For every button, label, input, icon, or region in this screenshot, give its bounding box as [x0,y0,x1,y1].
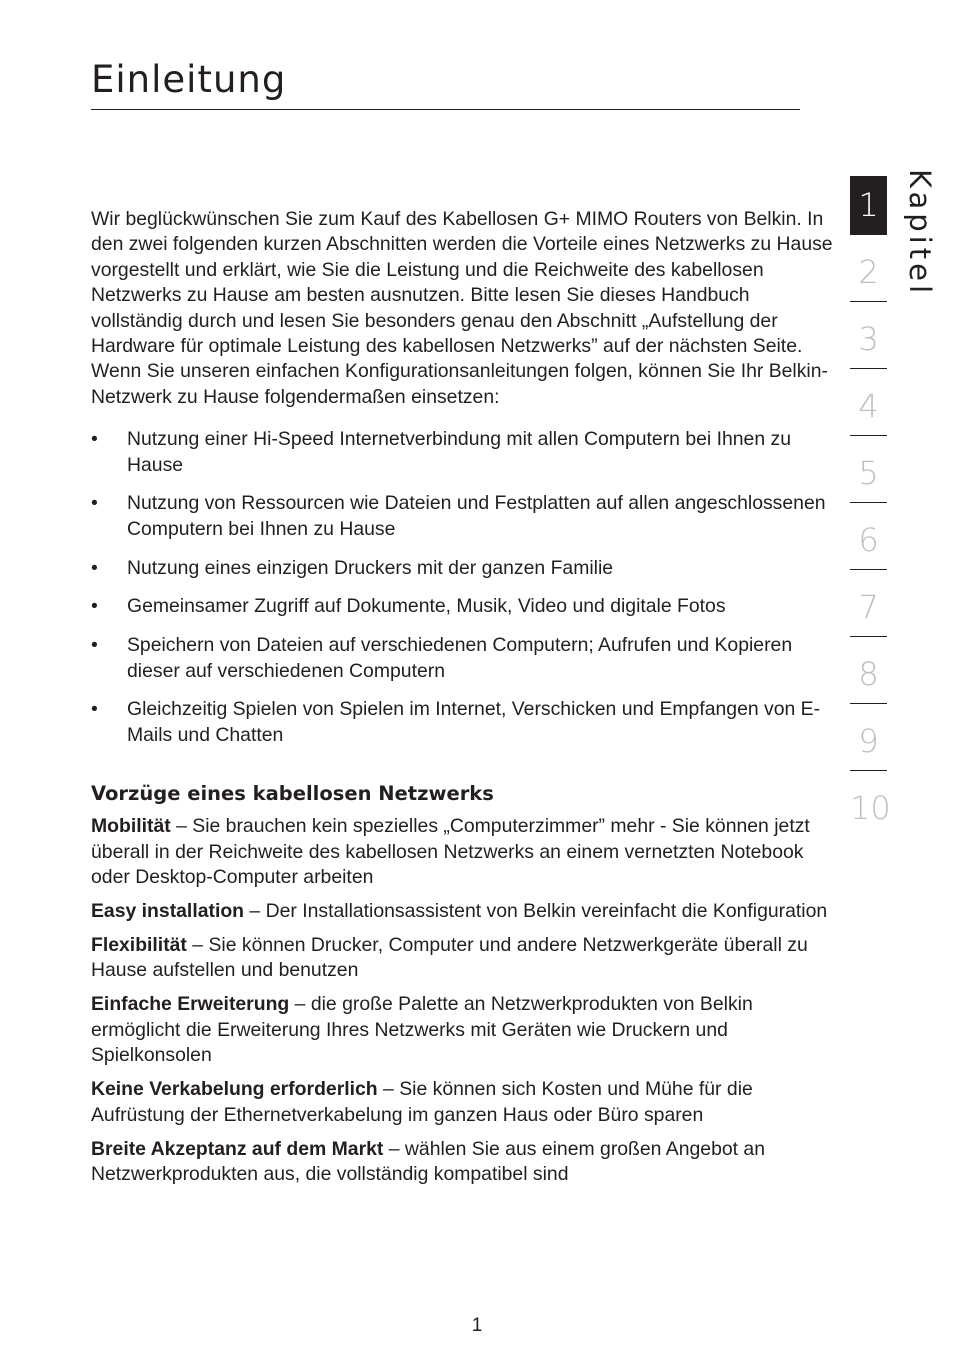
benefit-flexibility [91,933,836,984]
bullet-icon: • [91,492,98,515]
benefit-text: – die große Palette an Netzwerkprodukten von Belkin ermöglicht die Erweiterung Ihres Netzwerks mit Geräten wie Druckern und Spielkonsolen [91,993,753,1067]
benefit-easy-installation [91,899,836,924]
benefit-term: Keine Verkabelung erforderlich [91,1078,378,1101]
feature-list [91,427,836,748]
benefit-term: Breite Akzeptanz auf dem Markt [91,1137,384,1160]
chapter-10-tab: 10 [850,789,891,827]
list-item [91,633,836,684]
list-item-text: Speichern von Dateien auf verschiedenen Computern; Aufrufen und Kopieren dieser auf verschiedenen Computern [127,634,793,682]
benefit-expansion [91,992,836,1068]
intro-paragraph: Wir beglückwünschen Sie zum Kauf des Kabellosen G+ MIMO Routers von Belkin. In den zwei folgenden kurzen Abschnitten werden die Vorteile eines Netzwerks zu Hause vorgestellt und erklärt, wie Sie die Leistung und die Reichweite des kabellosen Netzwerks zu Hause am besten ausnutzen. Bitte lesen Sie dieses Handbuch vollständig durch und lesen Sie besonders genau den Abschnitt „Aufstellung der Hardware für optimale Leistung des kabellosen Netzwerks” auf der nächsten Seite. Wenn Sie unseren einfachen Konfigurationsanleitungen folgen, können Sie Ihr Belkin-Netzwerk zu Hause folgendermaßen einsetzen: [91,208,833,408]
chapter-8-tab: 8 [850,645,887,704]
chapter-7-tab: 7 [850,578,887,637]
benefit-term: Flexibilität [91,934,187,957]
list-item-text: Nutzung einer Hi-Speed Internetverbindung mit allen Computern bei Ihnen zu Hause [127,428,791,476]
bullet-icon: • [91,698,98,721]
chapter-4-tab: 4 [850,377,887,436]
bullet-icon: • [91,634,98,657]
benefit-market-acceptance [91,1137,836,1188]
list-item-text: Nutzung eines einzigen Druckers mit der ganzen Familie [127,556,614,579]
benefit-text: – Sie brauchen kein spezielles „Computerzimmer” mehr - Sie können jetzt überall in der Reichweite des kabellosen Netzwerks an einem vernetzten Notebook oder Desktop-Computer arbeiten [91,815,810,889]
benefit-term: Easy installation [91,900,245,923]
list-item [91,594,836,619]
benefit-mobility [91,814,836,890]
benefit-term: Einfache Erweiterung [91,993,290,1016]
list-item [91,697,836,748]
benefit-text: – Sie können Drucker, Computer und andere Netzwerkgeräte überall zu Hause aufstellen und benutzen [91,934,808,982]
bullet-icon: • [91,556,98,579]
list-item-text: Nutzung von Ressourcen wie Dateien und Festplatten auf allen angeschlossenen Computern bei Ihnen zu Hause [127,492,826,540]
benefit-term: Mobilität [91,815,171,838]
chapter-tab-label: Kapitel [903,169,937,298]
main-content [91,207,836,1196]
list-item [91,491,836,542]
list-item-text: Gleichzeitig Spielen von Spielen im Internet, Verschicken und Empfangen von E-Mails und Chatten [127,698,821,746]
page-title: Einleitung [91,58,287,101]
list-item-text: Gemeinsamer Zugriff auf Dokumente, Musik, Video und digitale Fotos [127,595,726,618]
chapter-index [850,176,891,845]
benefit-text: – Sie können sich Kosten und Mühe für die Aufrüstung der Ethernetverkabelung im ganzen Haus oder Büro sparen [91,1078,753,1126]
section-heading: Vorzüge eines kabellosen Netzwerks [91,782,494,806]
list-item [91,427,836,478]
chapter-2-tab: 2 [850,243,887,302]
chapter-3-tab: 3 [850,310,887,369]
chapter-1-tab: 1 [850,176,887,235]
title-divider [91,109,800,110]
chapter-6-tab: 6 [850,511,887,570]
chapter-5-tab: 5 [850,444,887,503]
benefit-no-cabling [91,1077,836,1128]
page-number: 1 [471,1315,483,1336]
benefit-text: – wählen Sie aus einem großen Angebot an Netzwerkprodukten aus, die vollständig kompatibel sind [91,1137,765,1186]
benefit-text: – Der Installationsassistent von Belkin vereinfacht die Konfiguration [244,900,828,923]
list-item [91,556,836,581]
chapter-9-tab: 9 [850,712,887,771]
bullet-icon: • [91,595,98,618]
bullet-icon: • [91,428,98,451]
